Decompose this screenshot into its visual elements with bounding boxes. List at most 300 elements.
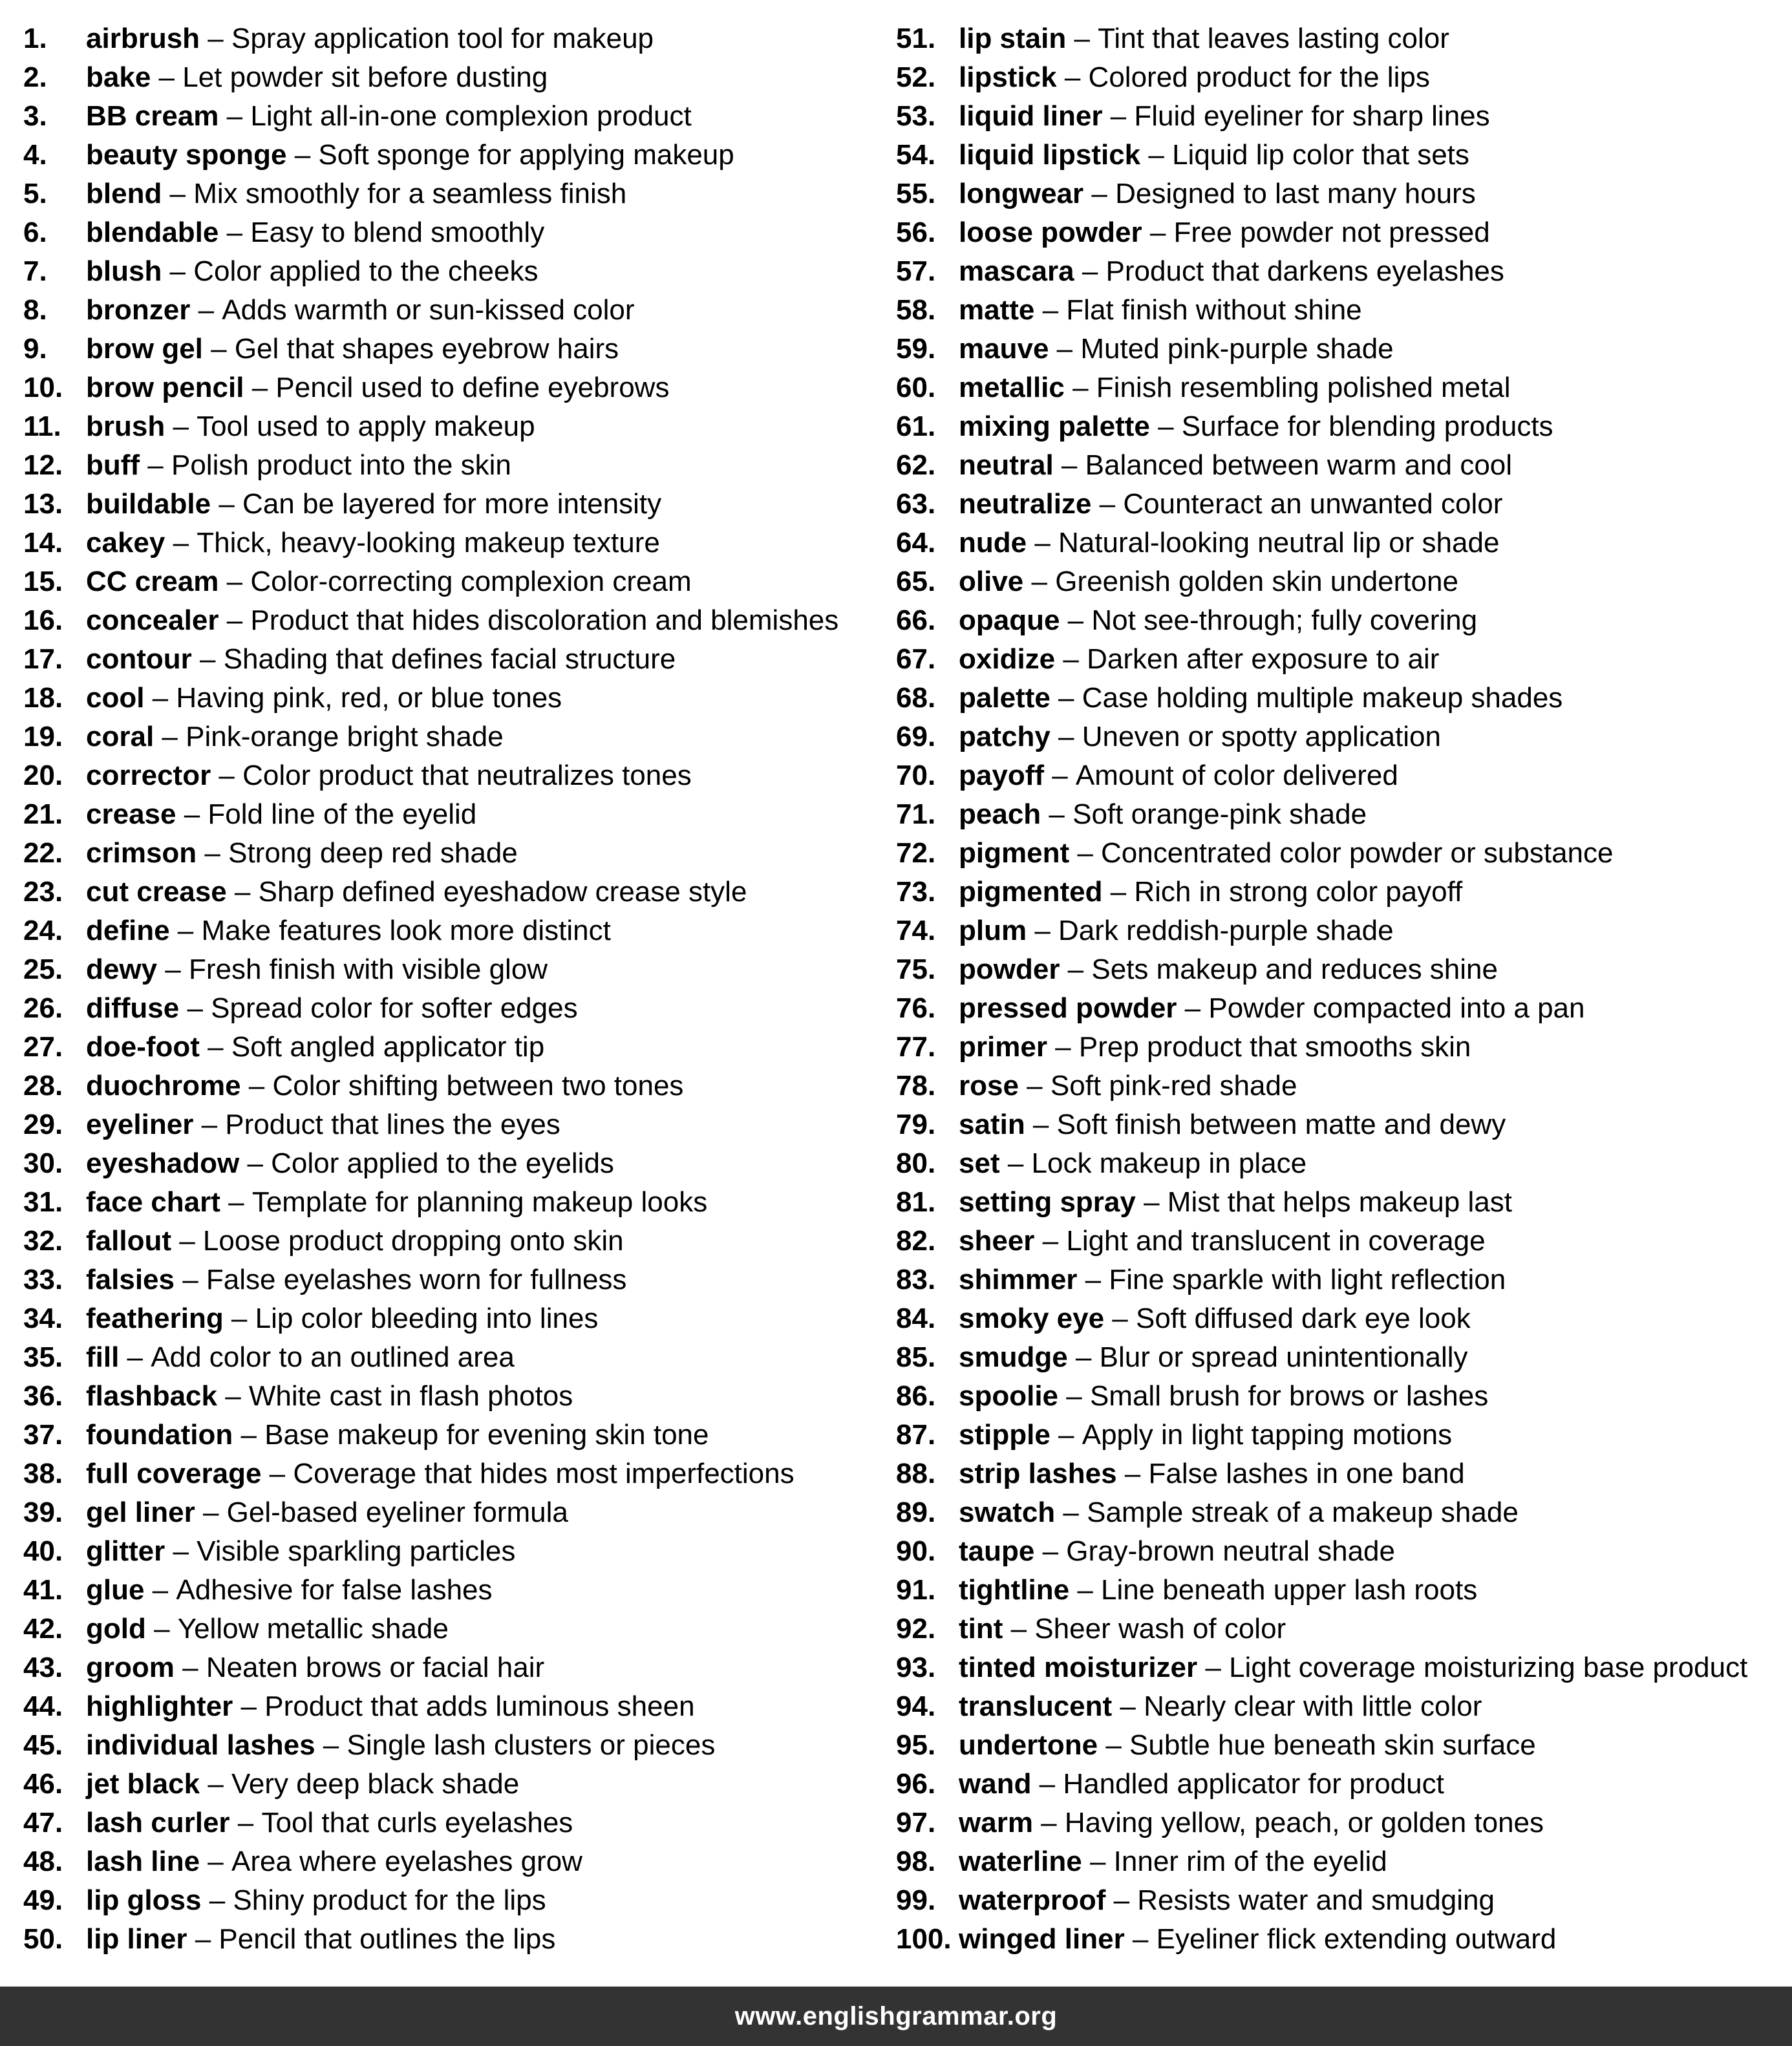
- entry-term: tint: [959, 1613, 1003, 1645]
- glossary-entry: [896, 1610, 1788, 1648]
- entry-definition: Colored product for the lips: [1088, 61, 1430, 93]
- glossary-entry: [896, 58, 1788, 97]
- entry-number: 57.: [896, 255, 936, 287]
- entry-separator: –: [202, 333, 235, 365]
- entry-number: 64.: [896, 527, 936, 559]
- entry-number: 24.: [23, 915, 63, 946]
- glossary-entry: [23, 834, 883, 873]
- entry-separator: –: [165, 1535, 197, 1567]
- entry-number: 51.: [896, 23, 936, 54]
- entry-separator: –: [1069, 1574, 1102, 1606]
- entry-term: falsies: [86, 1264, 175, 1295]
- entry-term: wand: [959, 1768, 1032, 1800]
- glossary-entry: [896, 1261, 1788, 1299]
- glossary-entry: [23, 485, 883, 524]
- entry-definition: Soft sponge for applying makeup: [318, 139, 734, 171]
- entry-definition: Darken after exposure to air: [1087, 643, 1440, 675]
- entry-definition: Area where eyelashes grow: [231, 1846, 582, 1877]
- entry-term: corrector: [86, 760, 211, 791]
- glossary-entry: [896, 175, 1788, 213]
- entry-separator: –: [1067, 1341, 1100, 1373]
- entry-definition: Case holding multiple makeup shades: [1082, 682, 1563, 714]
- entry-term: BB cream: [86, 100, 219, 132]
- entry-definition: Sharp defined eyeshadow crease style: [258, 876, 747, 908]
- entry-number: 72.: [896, 837, 936, 869]
- entry-separator: –: [144, 682, 176, 714]
- entry-definition: Template for planning makeup looks: [251, 1186, 708, 1218]
- entry-separator: –: [219, 604, 251, 636]
- entry-number: 50.: [23, 1923, 63, 1955]
- entry-separator: –: [1116, 1458, 1149, 1489]
- entry-separator: –: [1055, 643, 1087, 675]
- entry-separator: –: [261, 1458, 293, 1489]
- entry-definition: Having yellow, peach, or golden tones: [1064, 1807, 1544, 1838]
- entry-term: matte: [959, 294, 1035, 326]
- glossary-entry: [23, 213, 883, 252]
- entry-term: translucent: [959, 1690, 1113, 1722]
- entry-definition: Free powder not pressed: [1173, 217, 1490, 248]
- entry-number: 41.: [23, 1574, 63, 1606]
- entry-term: eyeliner: [86, 1109, 194, 1140]
- glossary-entry: [896, 1532, 1788, 1571]
- entry-separator: –: [1047, 1031, 1079, 1063]
- entry-term: opaque: [959, 604, 1060, 636]
- entry-term: neutralize: [959, 488, 1092, 520]
- entry-number: 56.: [896, 217, 936, 248]
- entry-number: 17.: [23, 643, 63, 675]
- entry-separator: –: [144, 1574, 176, 1606]
- entry-separator: –: [200, 23, 231, 54]
- entry-definition: Line beneath upper lash roots: [1101, 1574, 1478, 1606]
- entry-term: brow gel: [86, 333, 203, 365]
- entry-number: 67.: [896, 643, 936, 675]
- entry-separator: –: [1032, 1807, 1065, 1838]
- entry-separator: –: [162, 255, 194, 287]
- entry-separator: –: [174, 1264, 206, 1295]
- entry-term: fallout: [86, 1225, 171, 1257]
- entry-number: 69.: [896, 721, 936, 752]
- entry-definition: Fine sparkle with light reflection: [1109, 1264, 1506, 1295]
- entry-separator: –: [1027, 915, 1059, 946]
- glossary-entry: [896, 1144, 1788, 1183]
- entry-separator: –: [217, 1380, 249, 1412]
- glossary-entry: [23, 1338, 883, 1377]
- glossary-entry: [23, 873, 883, 911]
- entry-number: 47.: [23, 1807, 63, 1838]
- entry-term: strip lashes: [959, 1458, 1117, 1489]
- entry-separator: –: [1124, 1923, 1157, 1955]
- entry-term: satin: [959, 1109, 1025, 1140]
- entry-number: 53.: [896, 100, 936, 132]
- entry-number: 15.: [23, 566, 63, 597]
- entry-separator: –: [1025, 1109, 1057, 1140]
- entry-number: 79.: [896, 1109, 936, 1140]
- entry-definition: Soft orange-pink shade: [1072, 798, 1367, 830]
- entry-separator: –: [165, 527, 197, 559]
- entry-definition: Soft angled applicator tip: [231, 1031, 545, 1063]
- entry-term: doe-foot: [86, 1031, 200, 1063]
- glossary-entry: [896, 1842, 1788, 1881]
- glossary-entry: [896, 1183, 1788, 1222]
- entry-definition: Rich in strong color payoff: [1134, 876, 1463, 908]
- entry-separator: –: [1058, 1380, 1090, 1412]
- glossary-entry: [23, 1726, 883, 1765]
- entry-number: 86.: [896, 1380, 936, 1412]
- entry-definition: Pencil used to define eyebrows: [275, 372, 670, 403]
- entry-definition: False eyelashes worn for fullness: [206, 1264, 627, 1295]
- entry-term: diffuse: [86, 992, 180, 1024]
- entry-definition: Color-correcting complexion cream: [250, 566, 692, 597]
- glossary-entry: [23, 601, 883, 640]
- entry-definition: Let powder sit before dusting: [182, 61, 548, 93]
- entry-definition: Uneven or spotty application: [1082, 721, 1441, 752]
- entry-separator: –: [1044, 760, 1076, 791]
- entry-term: define: [86, 915, 170, 946]
- entry-term: feathering: [86, 1303, 224, 1334]
- glossary-entry: [896, 1299, 1788, 1338]
- glossary-entry: [23, 756, 883, 795]
- entry-separator: –: [233, 1690, 265, 1722]
- glossary-entry: [23, 1067, 883, 1105]
- glossary-entry: [896, 756, 1788, 795]
- entry-definition: Prep product that smooths skin: [1078, 1031, 1471, 1063]
- glossary-entry: [896, 1028, 1788, 1067]
- entry-separator: –: [220, 1186, 252, 1218]
- glossary-list: [0, 19, 1792, 1955]
- entry-term: undertone: [959, 1729, 1098, 1761]
- entry-number: 26.: [23, 992, 63, 1024]
- entry-term: mixing palette: [959, 410, 1150, 442]
- entry-definition: Coverage that hides most imperfections: [293, 1458, 795, 1489]
- entry-term: CC cream: [86, 566, 219, 597]
- entry-separator: –: [1050, 721, 1082, 752]
- glossary-entry: [896, 1105, 1788, 1144]
- entry-separator: –: [1069, 837, 1102, 869]
- entry-definition: Sets makeup and reduces shine: [1091, 954, 1498, 985]
- entry-separator: –: [226, 876, 259, 908]
- entry-number: 21.: [23, 798, 63, 830]
- glossary-entry: [23, 291, 883, 330]
- entry-term: lip gloss: [86, 1884, 202, 1916]
- entry-separator: –: [193, 1109, 226, 1140]
- entry-definition: Blur or spread unintentionally: [1099, 1341, 1468, 1373]
- entry-definition: Add color to an outlined area: [151, 1341, 515, 1373]
- glossary-entry: [23, 1765, 883, 1804]
- entry-number: 96.: [896, 1768, 936, 1800]
- entry-number: 80.: [896, 1147, 936, 1179]
- entry-number: 48.: [23, 1846, 63, 1877]
- entry-definition: Lip color bleeding into lines: [255, 1303, 599, 1334]
- entry-separator: –: [1018, 1070, 1051, 1102]
- entry-number: 74.: [896, 915, 936, 946]
- entry-term: glue: [86, 1574, 145, 1606]
- entry-separator: –: [1142, 217, 1174, 248]
- entry-definition: Single lash clusters or pieces: [347, 1729, 716, 1761]
- entry-definition: Adds warmth or sun-kissed color: [222, 294, 635, 326]
- glossary-entry: [23, 950, 883, 989]
- entry-number: 34.: [23, 1303, 63, 1334]
- entry-term: loose powder: [959, 217, 1142, 248]
- entry-separator: –: [1091, 488, 1124, 520]
- entry-definition: Flat finish without shine: [1066, 294, 1362, 326]
- glossary-entry: [23, 562, 883, 601]
- glossary-entry: [896, 640, 1788, 679]
- entry-term: metallic: [959, 372, 1065, 403]
- entry-term: groom: [86, 1652, 175, 1683]
- glossary-entry: [23, 407, 883, 446]
- entry-separator: –: [1112, 1690, 1144, 1722]
- glossary-entry: [896, 291, 1788, 330]
- glossary-entry: [896, 1765, 1788, 1804]
- entry-definition: Greenish golden skin undertone: [1055, 566, 1458, 597]
- entry-number: 85.: [896, 1341, 936, 1373]
- entry-term: palette: [959, 682, 1051, 714]
- glossary-entry: [23, 1648, 883, 1687]
- footer-bar: [0, 1987, 1792, 2046]
- entry-number: 2.: [23, 61, 47, 93]
- entry-definition: Lock makeup in place: [1031, 1147, 1307, 1179]
- entry-separator: –: [1053, 449, 1085, 481]
- entry-number: 93.: [896, 1652, 936, 1683]
- entry-separator: –: [191, 643, 224, 675]
- entry-number: 12.: [23, 449, 63, 481]
- glossary-entry: [896, 562, 1788, 601]
- entry-number: 10.: [23, 372, 63, 403]
- entry-term: full coverage: [86, 1458, 262, 1489]
- entry-definition: Liquid lip color that sets: [1172, 139, 1469, 171]
- entry-number: 7.: [23, 255, 47, 287]
- entry-number: 55.: [896, 178, 936, 209]
- entry-term: blush: [86, 255, 162, 287]
- entry-term: rose: [959, 1070, 1019, 1102]
- entry-term: gold: [86, 1613, 146, 1645]
- glossary-entry: [23, 1222, 883, 1261]
- entry-number: 52.: [896, 61, 936, 93]
- entry-definition: Surface for blending products: [1181, 410, 1553, 442]
- entry-term: face chart: [86, 1186, 220, 1218]
- entry-definition: Adhesive for false lashes: [176, 1574, 493, 1606]
- glossary-entry: [23, 136, 883, 175]
- entry-separator: –: [239, 1147, 272, 1179]
- entry-term: bronzer: [86, 294, 191, 326]
- glossary-entry: [23, 1493, 883, 1532]
- entry-number: 61.: [896, 410, 936, 442]
- entry-separator: –: [1135, 1186, 1168, 1218]
- entry-definition: Powder compacted into a pan: [1208, 992, 1585, 1024]
- entry-separator: –: [219, 217, 251, 248]
- entry-number: 71.: [896, 798, 936, 830]
- entry-term: crimson: [86, 837, 197, 869]
- entry-term: buildable: [86, 488, 211, 520]
- entry-term: pigmented: [959, 876, 1103, 908]
- entry-separator: –: [244, 372, 276, 403]
- glossary-entry: [896, 795, 1788, 834]
- entry-definition: Muted pink-purple shade: [1080, 333, 1394, 365]
- entry-definition: Light all-in-one complexion product: [250, 100, 692, 132]
- entry-definition: Visible sparkling particles: [197, 1535, 516, 1567]
- entry-term: payoff: [959, 760, 1044, 791]
- entry-number: 29.: [23, 1109, 63, 1140]
- glossary-entry: [896, 950, 1788, 989]
- glossary-entry: [896, 1067, 1788, 1105]
- entry-definition: Light coverage moisturizing base product: [1229, 1652, 1748, 1683]
- entry-term: taupe: [959, 1535, 1035, 1567]
- entry-definition: Color product that neutralizes tones: [242, 760, 692, 791]
- entry-separator: –: [145, 1613, 178, 1645]
- entry-definition: Soft diffused dark eye look: [1135, 1303, 1471, 1334]
- entry-term: tinted moisturizer: [959, 1652, 1198, 1683]
- entry-definition: Eyeliner flick extending outward: [1156, 1923, 1557, 1955]
- entry-separator: –: [1031, 1768, 1063, 1800]
- entry-definition: Polish product into the skin: [171, 449, 511, 481]
- entry-separator: –: [1083, 178, 1116, 209]
- entry-term: jet black: [86, 1768, 200, 1800]
- entry-term: concealer: [86, 604, 219, 636]
- glossary-entry: [23, 1687, 883, 1726]
- entry-term: lash curler: [86, 1807, 230, 1838]
- glossary-entry: [23, 1920, 883, 1959]
- entry-number: 95.: [896, 1729, 936, 1761]
- glossary-entry: [896, 1493, 1788, 1532]
- glossary-entry: [23, 718, 883, 756]
- glossary-column-left: [23, 19, 883, 1959]
- entry-separator: –: [240, 1070, 273, 1102]
- entry-separator: –: [1055, 1497, 1087, 1528]
- entry-definition: Spray application tool for makeup: [231, 23, 654, 54]
- entry-separator: –: [999, 1147, 1032, 1179]
- entry-separator: –: [1197, 1652, 1230, 1683]
- entry-separator: –: [195, 1497, 227, 1528]
- entry-term: liquid liner: [959, 100, 1103, 132]
- entry-separator: –: [1050, 682, 1082, 714]
- entry-definition: Gray-brown neutral shade: [1066, 1535, 1395, 1567]
- glossary-entry: [896, 368, 1788, 407]
- glossary-entry: [896, 1416, 1788, 1455]
- entry-definition: Loose product dropping onto skin: [202, 1225, 624, 1257]
- entry-definition: Strong deep red shade: [228, 837, 518, 869]
- glossary-entry: [896, 1804, 1788, 1842]
- entry-number: 43.: [23, 1652, 63, 1683]
- entry-number: 1.: [23, 23, 47, 54]
- footer-url[interactable]: www.englishgrammar.org: [734, 2001, 1058, 2030]
- entry-number: 32.: [23, 1225, 63, 1257]
- entry-separator: –: [169, 915, 202, 946]
- entry-definition: Designed to last many hours: [1115, 178, 1476, 209]
- entry-term: beauty sponge: [86, 139, 287, 171]
- glossary-entry: [23, 1610, 883, 1648]
- entry-term: plum: [959, 915, 1027, 946]
- glossary-entry: [896, 485, 1788, 524]
- entry-number: 73.: [896, 876, 936, 908]
- entry-term: brush: [86, 410, 165, 442]
- entry-definition: Can be layered for more intensity: [242, 488, 662, 520]
- entry-separator: –: [179, 992, 211, 1024]
- entry-term: dewy: [86, 954, 158, 985]
- entry-term: nude: [959, 527, 1027, 559]
- entry-number: 60.: [896, 372, 936, 403]
- entry-term: liquid lipstick: [959, 139, 1141, 171]
- entry-definition: Fresh finish with visible glow: [188, 954, 548, 985]
- entry-number: 8.: [23, 294, 47, 326]
- entry-separator: –: [1034, 1535, 1067, 1567]
- entry-separator: –: [1066, 23, 1098, 54]
- entry-term: lipstick: [959, 61, 1057, 93]
- entry-separator: –: [1003, 1613, 1035, 1645]
- entry-separator: –: [1060, 604, 1092, 636]
- entry-number: 40.: [23, 1535, 63, 1567]
- entry-separator: –: [286, 139, 319, 171]
- entry-term: longwear: [959, 178, 1084, 209]
- entry-separator: –: [199, 1031, 231, 1063]
- entry-term: swatch: [959, 1497, 1056, 1528]
- entry-term: winged liner: [959, 1923, 1125, 1955]
- entry-definition: Nearly clear with little color: [1144, 1690, 1482, 1722]
- entry-separator: –: [171, 1225, 203, 1257]
- entry-definition: Gel-based eyeliner formula: [226, 1497, 568, 1528]
- entry-term: eyeshadow: [86, 1147, 240, 1179]
- glossary-entry: [23, 989, 883, 1028]
- entry-term: pigment: [959, 837, 1070, 869]
- entry-definition: Fluid eyeliner for sharp lines: [1134, 100, 1490, 132]
- entry-definition: Color applied to the cheeks: [193, 255, 539, 287]
- entry-term: cut crease: [86, 876, 227, 908]
- entry-number: 25.: [23, 954, 63, 985]
- entry-term: peach: [959, 798, 1041, 830]
- entry-separator: –: [1034, 294, 1067, 326]
- entry-separator: –: [176, 798, 208, 830]
- entry-definition: Counteract an unwanted color: [1123, 488, 1503, 520]
- entry-separator: –: [1023, 566, 1056, 597]
- glossary-entry: [23, 252, 883, 291]
- entry-definition: Color shifting between two tones: [272, 1070, 684, 1102]
- entry-term: setting spray: [959, 1186, 1136, 1218]
- entry-definition: Pink-orange bright shade: [186, 721, 504, 752]
- entry-number: 28.: [23, 1070, 63, 1102]
- glossary-entry: [896, 524, 1788, 562]
- entry-separator: –: [154, 721, 186, 752]
- glossary-entry: [23, 19, 883, 58]
- entry-definition: Sample streak of a makeup shade: [1087, 1497, 1519, 1528]
- entry-separator: –: [219, 566, 251, 597]
- glossary-entry: [23, 1804, 883, 1842]
- entry-term: smudge: [959, 1341, 1068, 1373]
- entry-number: 45.: [23, 1729, 63, 1761]
- entry-term: mauve: [959, 333, 1049, 365]
- entry-definition: White cast in flash photos: [248, 1380, 573, 1412]
- entry-separator: –: [200, 1846, 231, 1877]
- entry-definition: Shiny product for the lips: [233, 1884, 546, 1916]
- entry-number: 87.: [896, 1419, 936, 1451]
- entry-number: 70.: [896, 760, 936, 791]
- glossary-entry: [896, 1455, 1788, 1493]
- entry-term: contour: [86, 643, 192, 675]
- entry-separator: –: [1105, 1884, 1138, 1916]
- entry-term: airbrush: [86, 23, 200, 54]
- entry-number: 97.: [896, 1807, 936, 1838]
- entry-separator: –: [1149, 410, 1182, 442]
- glossary-entry: [896, 601, 1788, 640]
- entry-term: crease: [86, 798, 176, 830]
- entry-definition: Natural-looking neutral lip or shade: [1058, 527, 1500, 559]
- entry-separator: –: [190, 294, 222, 326]
- entry-number: 94.: [896, 1690, 936, 1722]
- entry-definition: Sheer wash of color: [1034, 1613, 1286, 1645]
- glossary-entry: [896, 1881, 1788, 1920]
- entry-term: stipple: [959, 1419, 1051, 1451]
- glossary-entry: [23, 1183, 883, 1222]
- entry-definition: Handled applicator for product: [1063, 1768, 1444, 1800]
- entry-separator: –: [1104, 1303, 1136, 1334]
